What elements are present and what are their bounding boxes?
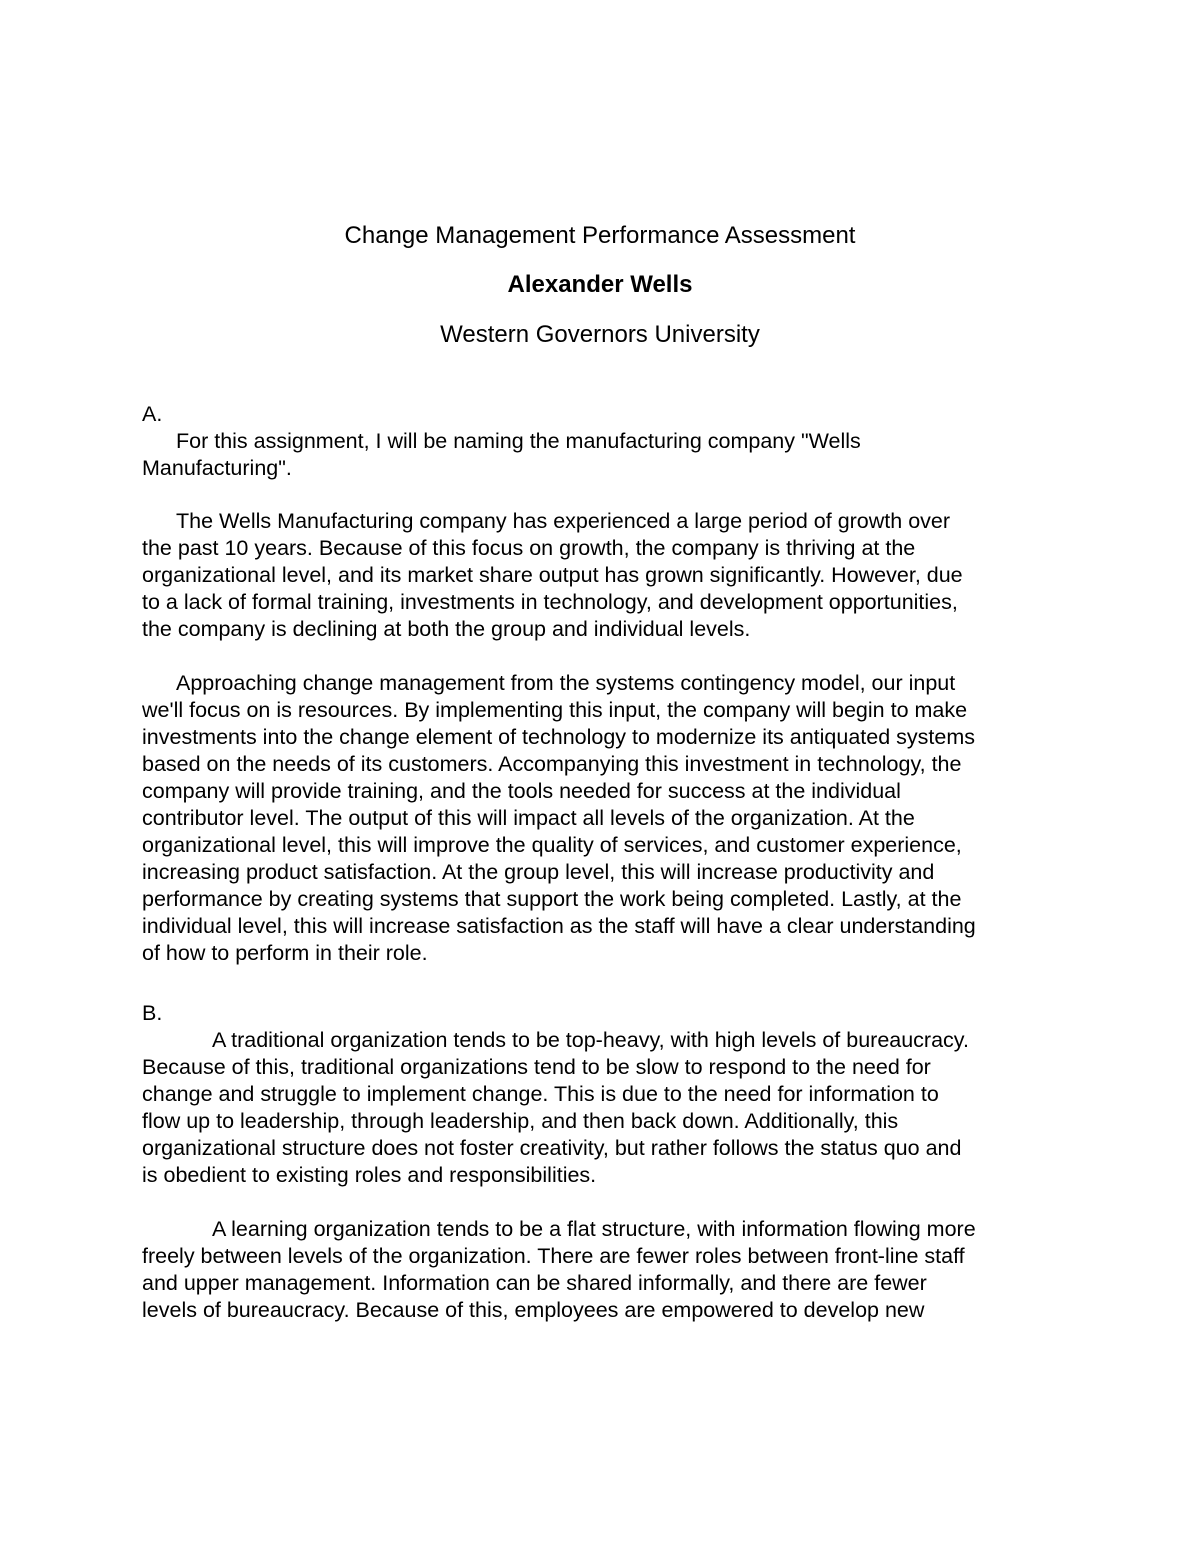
section-a-label: A. — [142, 402, 163, 426]
paragraph-line: to a lack of formal training, investments in technology, and development opportunities, — [142, 590, 958, 614]
paragraph-line: organizational level, this will improve the quality of services, and customer experience, — [142, 833, 962, 857]
section-a-paragraph-1 — [142, 428, 1072, 482]
document-title: Change Management Performance Assessment — [344, 222, 856, 249]
section-b-paragraph-2 — [142, 1216, 1072, 1324]
paragraph-line: we'll focus on is resources. By implementing this input, the company will begin to make — [142, 698, 968, 722]
section-a-paragraph-3 — [142, 670, 1072, 967]
author-name: Alexander Wells — [507, 271, 693, 298]
paragraph-line: change and struggle to implement change. This is due to the need for information to — [142, 1082, 939, 1106]
paragraph-line: freely between levels of the organization. There are fewer roles between front-line staff — [142, 1244, 965, 1268]
paragraph-line: company will provide training, and the tools needed for success at the individual — [142, 779, 901, 803]
paragraph-line: contributor level. The output of this will impact all levels of the organization. At the — [142, 806, 915, 830]
paragraph-line: of how to perform in their role. — [142, 941, 428, 965]
paragraph-line: performance by creating systems that support the work being completed. Lastly, at the — [142, 887, 962, 911]
paragraph-line: and upper management. Information can be shared informally, and there are fewer — [142, 1271, 927, 1295]
paragraph-line: based on the needs of its customers. Accompanying this investment in technology, the — [142, 752, 962, 776]
paragraph-line: organizational level, and its market share output has grown significantly. However, due — [142, 563, 963, 587]
paragraph-line: organizational structure does not foster creativity, but rather follows the status quo and — [142, 1136, 962, 1160]
paragraph-line: Because of this, traditional organizations tend to be slow to respond to the need for — [142, 1055, 931, 1079]
institution-name: Western Governors University — [440, 321, 760, 348]
paragraph-line: For this assignment, I will be naming the manufacturing company "Wells — [176, 429, 861, 453]
paragraph-line: individual level, this will increase satisfaction as the staff will have a clear understanding — [142, 914, 976, 938]
paragraph-line: The Wells Manufacturing company has experienced a large period of growth over — [176, 509, 951, 533]
paragraph-line: the company is declining at both the group and individual levels. — [142, 617, 751, 641]
section-b-paragraph-1 — [142, 1027, 1072, 1189]
paragraph-line: increasing product satisfaction. At the group level, this will increase productivity and — [142, 860, 935, 884]
paragraph-line: is obedient to existing roles and responsibilities. — [142, 1163, 597, 1187]
paragraph-line: the past 10 years. Because of this focus on growth, the company is thriving at the — [142, 536, 916, 560]
paragraph-line: investments into the change element of technology to modernize its antiquated systems — [142, 725, 975, 749]
section-b-label: B. — [142, 1001, 163, 1025]
paragraph-line: A traditional organization tends to be top-heavy, with high levels of bureaucracy. — [212, 1028, 969, 1052]
section-a-paragraph-2 — [142, 508, 1072, 643]
paragraph-line: flow up to leadership, through leadership, and then back down. Additionally, this — [142, 1109, 899, 1133]
paragraph-line: Approaching change management from the systems contingency model, our input — [176, 671, 956, 695]
paragraph-line: Manufacturing". — [142, 456, 292, 480]
paragraph-line: levels of bureaucracy. Because of this, employees are empowered to develop new — [142, 1298, 925, 1322]
paragraph-line: A learning organization tends to be a flat structure, with information flowing more — [212, 1217, 976, 1241]
